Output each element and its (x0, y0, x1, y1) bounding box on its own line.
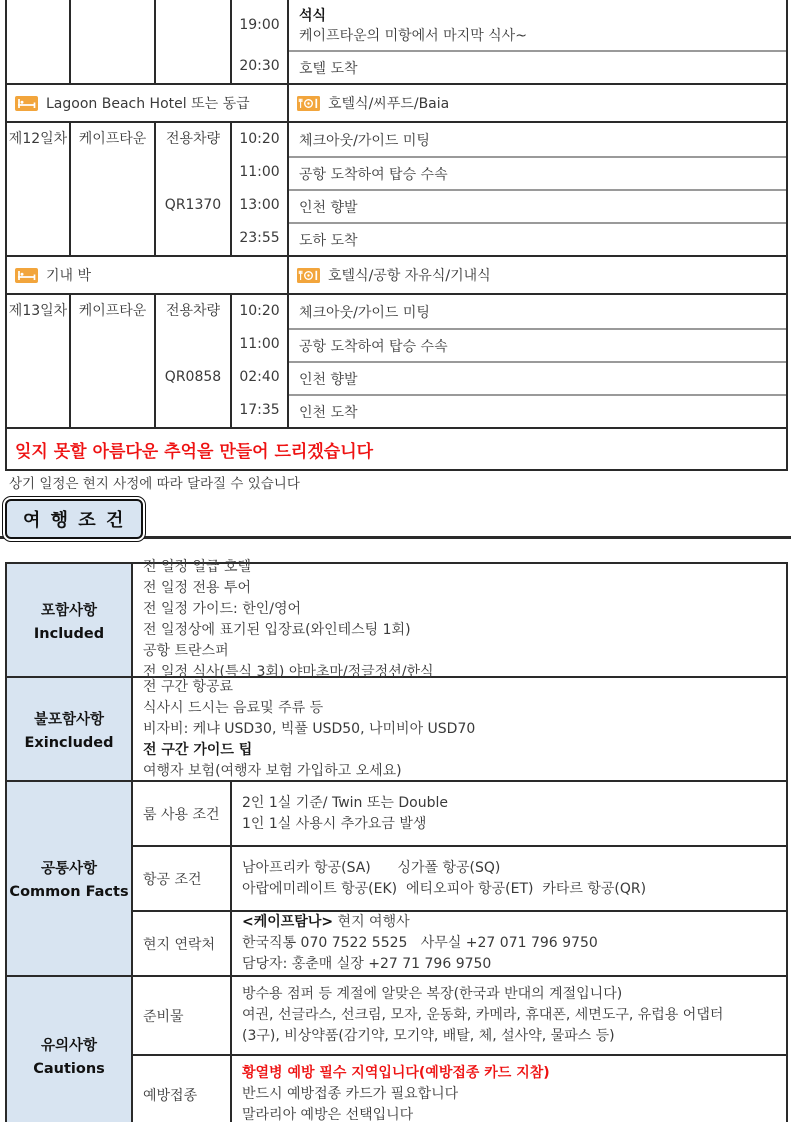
region-cell (71, 295, 156, 427)
conditions-table (5, 559, 788, 1122)
sub-label: 항공 조건 (133, 847, 232, 910)
activity-column (289, 295, 786, 427)
transport-cell (156, 295, 232, 427)
excluded-line-bold: 전 구간 가이드 팁 (143, 741, 253, 758)
excluded-row (7, 678, 786, 782)
contact-line: 담당자: 홍춘매 실장 +27 71 796 9750 (242, 956, 492, 972)
day-block-prev (7, 0, 786, 85)
transport-label: 전용차량 (165, 131, 221, 147)
sub-label: 현지 연락처 (133, 912, 232, 975)
time-cell: 23:55 (239, 230, 280, 246)
prep-line: (3구), 비상약품(감기약, 모기약, 배탈, 체, 설사약, 물파스 등) (242, 1028, 615, 1044)
included-line: 전 일정 가이드: 한인/영어 (143, 601, 302, 617)
activity-column (289, 123, 786, 255)
included-line: 전 일정 전용 투어 (143, 580, 252, 596)
room-line: 1인 1실 사용시 추가요금 발생 (242, 815, 427, 832)
included-row (7, 559, 786, 680)
region-label: 케이프타운 (78, 131, 147, 147)
meal-cell (289, 257, 786, 293)
hotel-cell (7, 257, 289, 293)
air-line: 아랍에미레이트 항공(EK) 에티오피아 항공(ET) 카타르 항공(QR) (242, 880, 647, 897)
transport-label: 전용차량 (165, 303, 221, 319)
cautions-row (7, 977, 786, 1122)
activity-title: 호텔 도착 (299, 60, 358, 77)
excluded-line: 전 구간 항공료 (143, 678, 234, 695)
row-label-en: Cautions (33, 1060, 105, 1077)
row-label-en: Common Facts (9, 884, 129, 900)
time-cell: 02:40 (239, 369, 280, 385)
activity-title: 인천 향발 (299, 371, 358, 388)
activity-title: 도하 도착 (299, 232, 358, 249)
activity-cell (289, 394, 786, 427)
time-cell: 10:20 (239, 131, 280, 147)
activity-cell (289, 0, 786, 50)
activity-column (289, 0, 786, 83)
row-label (7, 678, 133, 780)
meal-text: 호텔식/씨푸드/Baia (328, 96, 450, 112)
flight-number: QR0858 (164, 369, 222, 385)
row-label-ko: 공통사항 (40, 861, 98, 877)
activity-cell (289, 50, 786, 83)
day-block-13 (7, 295, 786, 429)
activity-cell (289, 156, 786, 189)
closing-message: 잊지 못할 아름다운 추억을 만들어 드리겠습니다 (15, 441, 374, 462)
vaccine-warning-line: 황열병 예방 필수 지역입니다(예방접종 카드 지참) (242, 1065, 550, 1081)
sub-label: 준비물 (133, 977, 232, 1054)
meal-text: 호텔식/공항 자유식/기내식 (328, 268, 491, 284)
transport-cell (156, 123, 232, 255)
row-label (7, 782, 133, 975)
vaccine-line: 반드시 예방접종 카드가 필요합니다 (242, 1086, 459, 1102)
room-line: 2인 1실 기준/ Twin 또는 Double (242, 794, 448, 811)
activity-cell (289, 361, 786, 394)
time-cell: 20:30 (239, 58, 280, 74)
region-cell (71, 0, 156, 83)
air-condition-row (133, 847, 786, 912)
vaccination-content (232, 1056, 786, 1122)
hotel-row (7, 85, 786, 123)
activity-title: 공항 도착하여 탑승 수속 (299, 166, 448, 183)
section-badge-label: 여 행 조 건 (5, 499, 143, 539)
time-column (232, 295, 289, 427)
day-label: 제13일차 (8, 303, 68, 319)
room-condition-content (232, 782, 786, 845)
excluded-content (133, 678, 786, 780)
vaccine-line: 말라리아 예방은 선택입니다 (242, 1107, 414, 1122)
day-cell (7, 295, 71, 427)
activity-title: 석식 (299, 8, 327, 24)
excluded-line: 비자비: 케냐 USD30, 빅풀 USD50, 나미비아 USD70 (143, 720, 476, 737)
closing-message-row (7, 429, 786, 471)
day-cell (7, 0, 71, 83)
activity-cell (289, 123, 786, 156)
disclaimer-text: 상기 일정은 현지 사정에 따라 달라질 수 있습니다 (9, 476, 300, 492)
day-block-12 (7, 123, 786, 257)
day-label: 제12일차 (8, 131, 68, 147)
hotel-cell (7, 85, 289, 121)
hotel-row (7, 257, 786, 295)
included-line: 전 일정 식사(특식 3회) 야마초마/정글정션/한식 (143, 664, 434, 680)
included-line: 공항 트란스퍼 (143, 643, 229, 659)
meal-cell (289, 85, 786, 121)
time-cell: 10:20 (239, 303, 280, 319)
itinerary-table (5, 0, 788, 471)
prep-line: 여권, 선글라스, 선크림, 모자, 운동화, 카메라, 휴대폰, 세면도구, 유럽용 어댑터 (242, 1007, 724, 1023)
time-column (232, 0, 289, 83)
time-cell: 19:00 (239, 17, 280, 33)
air-condition-content (232, 847, 786, 910)
activity-cell (289, 295, 786, 328)
row-label (7, 564, 133, 676)
bed-icon (15, 96, 38, 111)
region-label: 케이프타운 (78, 303, 147, 319)
room-condition-row (133, 782, 786, 847)
activity-title: 인천 도착 (299, 404, 358, 421)
activity-title: 체크아웃/가이드 미팅 (299, 304, 430, 321)
row-label-en: Exincluded (24, 734, 114, 751)
included-content (133, 559, 786, 680)
air-line: 남아프리카 항공(SA) 싱가폴 항공(SQ) (242, 859, 501, 876)
sub-label: 룸 사용 조건 (133, 782, 232, 845)
common-facts-row (7, 782, 786, 977)
region-cell (71, 123, 156, 255)
local-contact-row (133, 912, 786, 975)
activity-title: 체크아웃/가이드 미팅 (299, 132, 430, 149)
restaurant-icon (297, 96, 320, 111)
preparation-row (133, 977, 786, 1056)
hotel-name: Lagoon Beach Hotel 또는 동급 (46, 96, 250, 112)
time-cell: 13:00 (239, 197, 280, 213)
contact-line: 한국직통 070 7522 5525 사무실 +27 071 796 9750 (242, 935, 598, 951)
local-contact-content (232, 912, 786, 975)
row-label-en: Included (33, 625, 105, 642)
restaurant-icon (297, 268, 320, 283)
row-label-ko: 유의사항 (40, 1037, 98, 1054)
day-cell (7, 123, 71, 255)
sub-label: 예방접종 (133, 1056, 232, 1122)
activity-cell (289, 328, 786, 361)
row-label-ko: 불포함사항 (33, 711, 105, 728)
time-cell: 11:00 (239, 336, 280, 352)
contact-line (242, 912, 776, 933)
row-label-ko: 포함사항 (40, 602, 98, 619)
activity-cell (289, 189, 786, 222)
vaccination-row (133, 1056, 786, 1122)
flight-number: QR1370 (164, 197, 222, 213)
bed-icon (15, 268, 38, 283)
preparation-content (232, 977, 786, 1054)
contact-agency-name: <케이프탐나> (242, 914, 334, 930)
time-column (232, 123, 289, 255)
activity-title: 공항 도착하여 탑승 수속 (299, 338, 448, 355)
transport-cell (156, 0, 232, 83)
row-label (7, 977, 133, 1122)
activity-title: 인천 향발 (299, 199, 358, 216)
excluded-line: 여행자 보험(여행자 보험 가입하고 오세요) (143, 762, 402, 779)
hotel-name: 기내 박 (46, 268, 92, 284)
time-cell: 17:35 (239, 402, 280, 418)
included-line: 전 일정상에 표기된 입장료(와인테스팅 1회) (143, 622, 411, 638)
included-line: 전 일정 일급 호텔 (143, 559, 252, 575)
excluded-line: 식사시 드시는 음료및 주류 등 (143, 699, 324, 716)
section-badge-travel-conditions (2, 496, 146, 542)
time-cell: 11:00 (239, 164, 280, 180)
contact-agency-desc: 현지 여행사 (333, 914, 410, 930)
activity-cell (289, 222, 786, 255)
activity-desc: 케이프타운의 미항에서 마지막 식사~ (299, 28, 527, 44)
prep-line: 방수용 점퍼 등 계절에 알맞은 복장(한국과 반대의 계절입니다) (242, 986, 623, 1002)
